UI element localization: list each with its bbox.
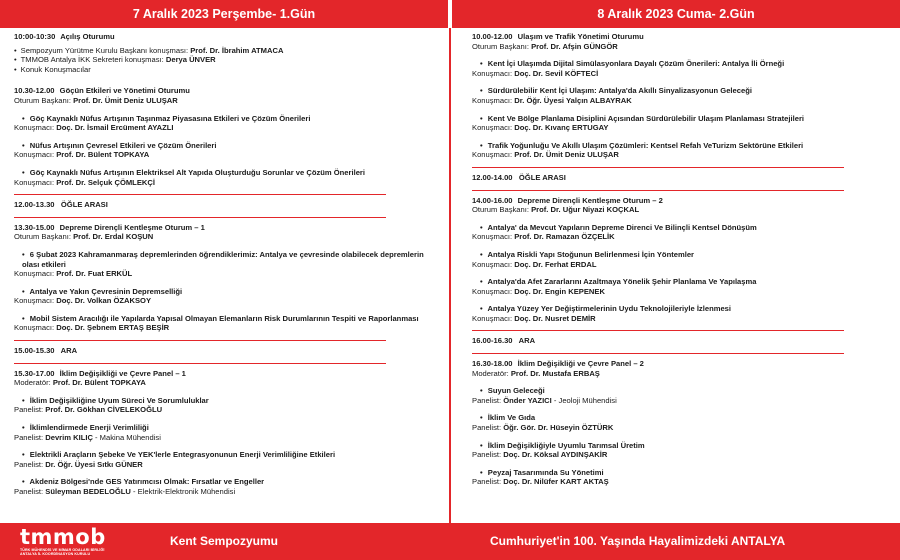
session-name: Göçün Etkileri ve Yönetimi Oturumu [59, 86, 190, 96]
talk-speaker [14, 323, 434, 333]
talk-title-text: Antalya Yüzey Yer Değiştirmelerinin Uydu Teknolojileriyle İzlenmesi [487, 304, 732, 314]
session-title [14, 86, 434, 96]
talk [14, 477, 434, 496]
bullet-icon: • [480, 249, 483, 259]
session-time: 16.30-18.00 [472, 359, 513, 369]
speaker-label: Panelist: [14, 432, 46, 442]
talk [472, 141, 892, 160]
talk-speaker [472, 314, 892, 324]
bullet-icon: • [480, 440, 483, 450]
item-name: Prof. Dr. İbrahim ATMACA [190, 45, 284, 55]
event-slogan: Cumhuriyet'in 100. Yaşında Hayalimizdeki ANTALYA [490, 534, 786, 548]
speaker-name: Doç. Dr. Şebnem ERTAŞ BEŞİR [56, 323, 170, 333]
bullet-icon: • [480, 222, 483, 232]
section-divider [472, 190, 844, 191]
talk-title [472, 59, 892, 69]
session-name: Açılış Oturumu [60, 32, 115, 41]
speaker-label: Konuşmacı: [14, 323, 57, 333]
speaker-label: Panelist: [14, 487, 46, 496]
list-item [14, 46, 434, 56]
talk-title-text: Kent Ve Bölge Planlama Disiplini Açısından Sürdürülebilir Ulaşım Planlaması Stratejileri [487, 113, 805, 123]
session-title [14, 369, 434, 379]
chair-name: Prof. Dr. Uğur Niyazi KOÇKAL [531, 205, 640, 215]
speaker-name: Süleyman BEDELOĞLU [45, 487, 131, 496]
talk-title [14, 168, 434, 178]
talk [14, 114, 434, 133]
day1-header-text: 7 Aralık 2023 Perşembe- 1.Gün [132, 7, 316, 21]
speaker-label: Panelist: [14, 459, 46, 469]
session-chair [14, 232, 434, 242]
bullet-icon: • [22, 450, 25, 460]
talk-speaker [472, 477, 892, 487]
talk-title [472, 386, 892, 396]
chair-name: Prof. Dr. Erdal KOŞUN [73, 232, 154, 242]
speaker-label: Konuşmacı: [472, 123, 515, 133]
speaker-name: Öğr. Gör. Dr. Hüseyin ÖZTÜRK [503, 423, 614, 433]
break-title: ARA [60, 346, 78, 356]
break-title: ARA [518, 336, 536, 346]
talk [14, 287, 434, 306]
talk-title [472, 468, 892, 478]
speaker-name: Prof. Dr. Bülent TOPKAYA [56, 150, 150, 160]
talk-title-text: Göç Kaynaklı Nüfus Artışının Elektriksel Alt Yapıda Oluşturduğu Sorunlar ve Çözüm Önerileri [29, 167, 365, 177]
item-label: TMMOB Antalya İKK Sekreteri konuşması: [20, 55, 166, 65]
talk-title-text: İklim Değişikliğiyle Uyumlu Tarımsal Üretim [487, 440, 645, 450]
bullet-icon: • [480, 86, 483, 96]
day2-header [452, 0, 900, 28]
talk-speaker [472, 260, 892, 270]
speaker-name: Dr. Öğr. Üyesi Yalçın ALBAYRAK [514, 95, 632, 105]
bullet-icon: • [14, 55, 17, 65]
bullet-icon: • [480, 386, 483, 396]
session-name: İklim Değişikliği ve Çevre Panel – 2 [517, 359, 644, 369]
talk [472, 441, 892, 460]
break-row [14, 200, 434, 210]
logo-subtitle: TÜRK MÜHENDİS VE MİMAR ODALARI BİRLİĞİ [20, 548, 105, 552]
talk-speaker [472, 69, 892, 79]
talk-title [472, 250, 892, 260]
speaker-name: Doç. Dr. Engin KEPENEK [514, 286, 605, 296]
speaker-name: Doç. Dr. Köksal AYDINŞAKİR [503, 450, 608, 460]
speaker-label: Konuşmacı: [472, 68, 515, 78]
speaker-name: Prof. Dr. Gökhan CİVELEKOĞLU [45, 405, 163, 415]
day2-column [472, 30, 892, 487]
bullet-icon: • [22, 113, 25, 123]
talk-title-text: Nüfus Artışının Çevresel Etkileri ve Çözüm Önerileri [29, 140, 217, 150]
talk-title-text: Antalya ve Yakın Çevresinin Depremselliği [29, 286, 183, 296]
chair-label: Oturum Başkanı: [14, 95, 74, 105]
chair-label: Oturum Başkanı: [472, 41, 532, 51]
bullet-icon: • [480, 113, 483, 123]
tmmob-logo [20, 526, 128, 556]
section-divider [472, 330, 844, 331]
session-title [14, 223, 434, 233]
speaker-name: Doç. Dr. Volkan ÖZAKSOY [56, 296, 152, 306]
talk-title-text: Elektrikli Araçların Şebeke Ve YEK'lerle Entegrasyonunun Enerji Verimliliğine Etkileri [29, 450, 336, 460]
speaker-label: Panelist: [472, 395, 504, 405]
session-time: 14.00-16.00 [472, 195, 513, 205]
talk [472, 114, 892, 133]
session-time: 13.30-15.00 [14, 222, 55, 232]
speaker-label: Panelist: [472, 477, 504, 487]
speaker-name: Prof. Dr. Fuat ERKÜL [56, 269, 133, 279]
talk-speaker [14, 269, 434, 279]
bullet-icon: • [22, 140, 25, 150]
speaker-label: Konuşmacı: [14, 150, 57, 160]
session-chair [14, 378, 434, 388]
bullet-icon: • [480, 277, 483, 287]
chair-name: Prof. Dr. Afşin GÜNGÖR [531, 41, 618, 51]
break-row [472, 173, 892, 183]
talk-title-text: Göç Kaynaklı Nüfus Artışının Taşınmaz Piyasasına Etkileri ve Çözüm Önerileri [29, 113, 311, 123]
talk [472, 468, 892, 487]
day1-header [0, 0, 448, 28]
talk-speaker [14, 296, 434, 306]
item-label: Konuk Konuşmacılar [20, 64, 91, 74]
talk [472, 304, 892, 323]
bullet-icon: • [480, 304, 483, 314]
logo-subtitle: ANTALYA İL KOORDİNASYON KURULU [20, 552, 91, 557]
talk [14, 396, 434, 415]
talk-title [472, 86, 892, 96]
talk-speaker [14, 123, 434, 133]
talk-title [14, 477, 434, 487]
speaker-extra: - Elektrik-Elektronik Mühendisi [130, 487, 236, 496]
session-name: Depreme Dirençli Kentleşme Oturum – 2 [517, 195, 663, 205]
talk-title [14, 396, 434, 406]
talk-speaker [472, 150, 892, 160]
talk-title-text: Sürdürülebilir Kent İçi Ulaşım: Antalya'da Akıllı Sinyalizasyonun Geleceği [487, 86, 752, 96]
list-item [14, 65, 434, 75]
session-chair [472, 205, 892, 215]
chair-name: Prof. Dr. Ümit Deniz ULUŞAR [73, 95, 178, 105]
talk-title [472, 277, 892, 287]
day2-header-text: 8 Aralık 2023 Cuma- 2.Gün [597, 7, 755, 21]
talk-speaker [472, 450, 892, 460]
session-title [472, 32, 892, 42]
break-title: ÖĞLE ARASI [518, 172, 566, 182]
talk [14, 168, 434, 187]
talk-speaker [14, 460, 434, 470]
talk [472, 86, 892, 105]
section-divider [14, 340, 386, 341]
session-time: 15.30-17.00 [14, 368, 55, 378]
bullet-icon: • [480, 413, 483, 423]
talk-speaker [14, 405, 434, 415]
talk [472, 250, 892, 269]
chair-name: Prof. Dr. Mustafa ERBAŞ [510, 368, 600, 378]
speaker-label: Panelist: [472, 423, 504, 433]
talk [472, 386, 892, 405]
talk-title-text: İklim Değişikliğine Uyum Süreci Ve Sorumluluklar [29, 395, 209, 405]
bullet-icon: • [22, 249, 25, 259]
break-row [14, 346, 434, 356]
talk-speaker [14, 150, 434, 160]
break-time: 12.00-13.30 [14, 200, 55, 210]
talk [472, 59, 892, 78]
bullet-icon: • [480, 140, 483, 150]
break-time: 16.00-16.30 [472, 336, 513, 346]
chair-name: Prof. Dr. Bülent TOPKAYA [52, 378, 146, 388]
talk-speaker [472, 396, 892, 406]
talk-title-text: 6 Şubat 2023 Kahramanmaraş depremlerinden öğrendiklerimiz: Antalya ve çevresinde olabilecek depremlerin olası etkileri [22, 249, 424, 269]
talk-speaker [472, 287, 892, 297]
talk-title-text: Antalya'da Afet Zararlarını Azaltmaya Yönelik Şehir Planlama Ve Yapılaşma [487, 277, 757, 287]
logo-word: tmmob [20, 525, 106, 549]
item-label: Sempozyum Yürütme Kurulu Başkanı konuşması: [20, 45, 191, 55]
talk [14, 141, 434, 160]
talk-title [14, 114, 434, 124]
talk-title-text: Peyzaj Tasarımında Su Yönetimi [487, 467, 604, 477]
session-chair [472, 369, 892, 379]
talk-speaker [472, 96, 892, 106]
talk-title [472, 413, 892, 423]
speaker-label: Konuşmacı: [472, 286, 515, 296]
break-row [472, 336, 892, 346]
speaker-label: Konuşmacı: [472, 150, 515, 160]
session-title [14, 32, 434, 42]
talk-title [472, 441, 892, 451]
talk-title-text: Kent İçi Ulaşımda Dijital Simülasyonlara Dayalı Çözüm Önerileri: Antalya İli Örneği [487, 59, 785, 69]
talk-title [14, 450, 434, 460]
item-name: Derya ÜNVER [165, 55, 216, 65]
talk-speaker [14, 433, 434, 443]
session-name: İklim Değişikliği ve Çevre Panel – 1 [59, 368, 186, 378]
talk-title [472, 114, 892, 124]
speaker-label: Konuşmacı: [472, 232, 515, 242]
speaker-extra: - Jeoloji Mühendisi [551, 395, 617, 405]
speaker-name: Prof. Dr. Ramazan ÖZÇELİK [514, 232, 615, 242]
session-title [472, 359, 892, 369]
chair-label: Moderatör: [14, 378, 53, 388]
talk-title [14, 314, 434, 324]
talk-speaker [472, 423, 892, 433]
talk-title-text: Antalya' da Mevcut Yapıların Depreme Direnci Ve Bilinçli Kentsel Dönüşüm [487, 222, 757, 232]
talk [472, 413, 892, 432]
break-time: 15.00-15.30 [14, 346, 55, 356]
speaker-name: Devrim KILIÇ [45, 432, 93, 442]
speaker-label: Konuşmacı: [14, 177, 57, 187]
bullet-icon: • [22, 313, 25, 323]
speaker-name: Doç. Dr. Nilüfer KART AKTAŞ [503, 477, 609, 487]
talk-speaker [472, 232, 892, 242]
chair-label: Oturum Başkanı: [472, 205, 532, 215]
talk-title [14, 423, 434, 433]
speaker-label: Panelist: [14, 405, 46, 415]
talk [14, 450, 434, 469]
speaker-name: Prof. Dr. Selçuk ÇÖMLEKÇİ [56, 177, 155, 187]
session-time: 10.30-12.00 [14, 86, 55, 96]
chair-label: Oturum Başkanı: [14, 232, 74, 242]
talk-title [14, 250, 434, 269]
bullet-icon: • [22, 423, 25, 433]
session-name: Ulaşım ve Trafik Yönetimi Oturumu [517, 32, 644, 41]
talk-title-text: Mobil Sistem Aracılığı ile Yapılarda Yapısal Olmayan Elemanların Risk Durumlarının Tespiti ve Raporlanması [29, 313, 419, 323]
speaker-name: Doç. Dr. Nusret DEMİR [514, 313, 596, 323]
bullet-icon: • [14, 64, 17, 74]
speaker-label: Konuşmacı: [14, 269, 57, 279]
talk [14, 423, 434, 442]
talk-speaker [14, 487, 434, 497]
talk-title-text: Akdeniz Bölgesi'nde GES Yatırımcısı Olmak: Fırsatlar ve Engeller [29, 477, 265, 487]
speaker-name: Prof. Dr. Ümit Deniz ULUŞAR [514, 150, 619, 160]
talk [472, 277, 892, 296]
column-divider [449, 28, 451, 523]
speaker-label: Konuşmacı: [14, 123, 57, 133]
talk-title [472, 223, 892, 233]
talk-title [472, 141, 892, 151]
chair-label: Moderatör: [472, 368, 511, 378]
event-name: Kent Sempozyumu [170, 534, 279, 548]
talk-title-text: Trafik Yoğunluğu Ve Akıllı Ulaşım Çözümleri: Kentsel Refah VeTurizm Sektörüne Etkileri [487, 140, 804, 150]
session-title [472, 196, 892, 206]
talk-title [14, 141, 434, 151]
list-item [14, 55, 434, 65]
talk-title-text: Suyun Geleceği [487, 386, 545, 396]
speaker-name: Önder YAZICI [503, 395, 552, 405]
bullet-icon: • [22, 167, 25, 177]
session-time: 10.00-12.00 [472, 32, 513, 41]
bullet-icon: • [14, 45, 17, 55]
bullet-icon: • [480, 59, 483, 69]
break-title: ÖĞLE ARASI [60, 200, 108, 210]
speaker-name: Doç. Dr. Kıvanç ERTUGAY [514, 123, 609, 133]
opening-list [14, 46, 434, 75]
bullet-icon: • [480, 467, 483, 477]
talk-title-text: İklim Ve Gıda [487, 413, 536, 423]
session-name: Depreme Dirençli Kentleşme Oturum – 1 [59, 222, 205, 232]
session-chair [472, 42, 892, 52]
bullet-icon: • [22, 477, 25, 487]
talk [14, 250, 434, 279]
section-divider [472, 167, 844, 168]
talk-title [14, 287, 434, 297]
footer-bar [0, 523, 900, 560]
talk-speaker [14, 178, 434, 188]
session-chair [14, 96, 434, 106]
section-divider [14, 363, 386, 364]
speaker-extra: - Makina Mühendisi [92, 432, 161, 442]
talk-title [472, 304, 892, 314]
speaker-name: Doç. Dr. Ferhat ERDAL [514, 259, 597, 269]
bullet-icon: • [22, 395, 25, 405]
talk-speaker [472, 123, 892, 133]
bullet-icon: • [22, 286, 25, 296]
talk-title-text: İklimlendirmede Enerji Verimliliği [29, 423, 149, 433]
section-divider [14, 217, 386, 218]
speaker-name: Doç. Dr. Sevil KÖFTECİ [514, 68, 599, 78]
speaker-name: Doç. Dr. İsmail Ercüment AYAZLI [56, 123, 174, 133]
speaker-label: Konuşmacı: [472, 259, 515, 269]
speaker-label: Konuşmacı: [472, 313, 515, 323]
speaker-label: Panelist: [472, 450, 504, 460]
day1-column [14, 30, 434, 497]
talk [472, 223, 892, 242]
speaker-label: Konuşmacı: [472, 95, 515, 105]
speaker-label: Konuşmacı: [14, 296, 57, 306]
section-divider [472, 353, 844, 354]
talk-title-text: Antalya Riskli Yapı Stoğunun Belirlenmesi İçin Yöntemler [487, 249, 694, 259]
break-time: 12.00-14.00 [472, 172, 513, 182]
section-divider [14, 194, 386, 195]
session-time: 10:00-10:30 [14, 32, 56, 41]
speaker-name: Dr. Öğr. Üyesi Sıtkı GÜNER [45, 459, 143, 469]
talk [14, 314, 434, 333]
